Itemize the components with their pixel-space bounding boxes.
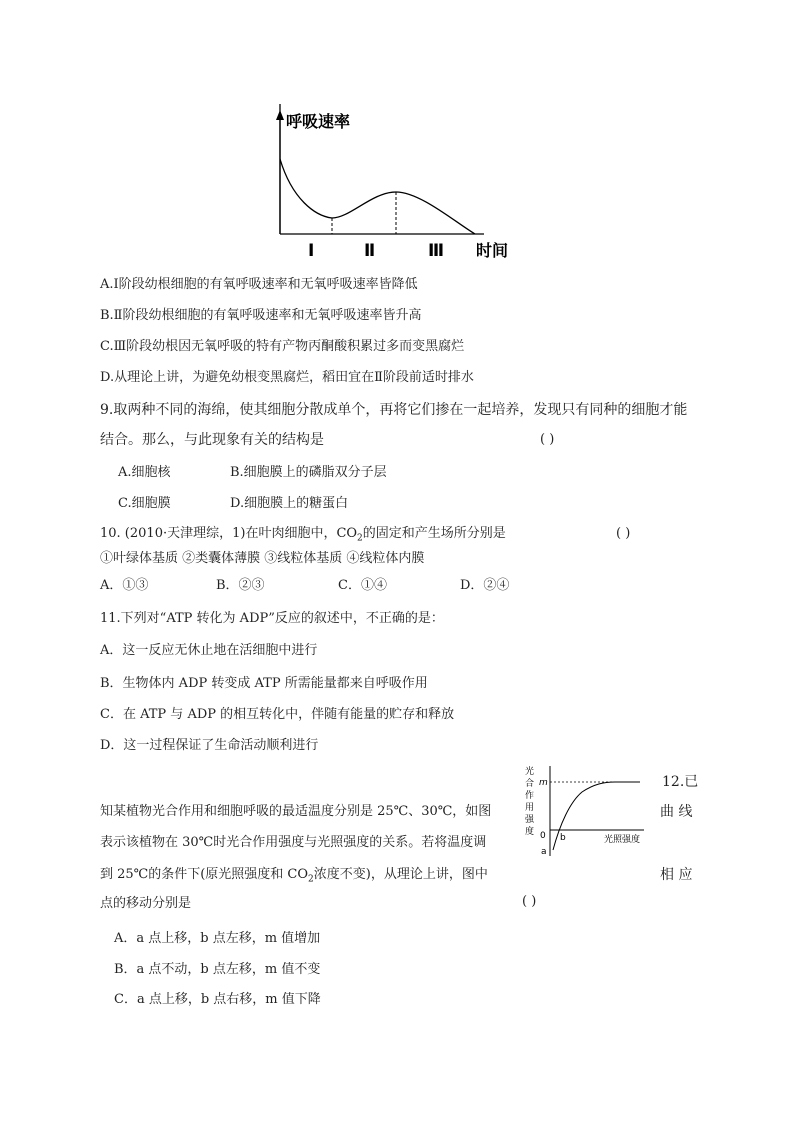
q9-option-a: A.细胞核 (118, 465, 171, 480)
q9-answer-paren: ( ) (540, 432, 555, 447)
q11-option-c: C．在 ATP 与 ADP 的相互转化中，伴随有能量的贮存和释放 (100, 707, 455, 722)
q9-option-b: B.细胞膜上的磷脂双分子层 (230, 465, 387, 480)
q12-line3-pre: 到 25℃的条件下(原光照强度和 CO (100, 867, 309, 882)
q9-stem-line1: 9.取两种不同的海绵，使其细胞分散成单个，再将它们掺在一起培养，发现只有同种的细胞才能 (100, 402, 688, 418)
q12-option-c: C．a 点上移，b 点右移，m 值下降 (114, 992, 321, 1007)
q10-option-c: C．①④ (338, 578, 387, 593)
q12-line3-post: 浓度不变)，从理论上讲，图中 (313, 867, 488, 882)
q10-option-a: A．①③ (100, 578, 149, 593)
q12-number: 12.已 (662, 774, 699, 790)
q8-option-d: D.从理论上讲，为避免幼根变黑腐烂，稻田宜在Ⅱ阶段前适时排水 (100, 370, 474, 385)
p-y-label-2: 合 (525, 779, 535, 789)
q12-line4: 点的移动分别是 (100, 896, 192, 911)
q8-option-a: A.Ⅰ阶段幼根细胞的有氧呼吸速率和无氧呼吸速率皆降低 (100, 277, 418, 292)
photosynthesis-figure (520, 762, 650, 858)
y-axis-arrow (276, 110, 284, 120)
q8-option-c: C.Ⅲ阶段幼根因无氧呼吸的特有产物丙酮酸积累过多而变黑腐烂 (100, 339, 465, 354)
q12-option-b: B．a 点不动，b 点左移，m 值不变 (114, 962, 321, 977)
q12-line2: 表示该植物在 30℃时光合作用强度与光照强度的关系。若将温度调 (100, 835, 487, 850)
q11-option-d: D．这一过程保证了生命活动顺利进行 (100, 738, 319, 753)
q9-stem-line2: 结合。那么，与此现象有关的结构是 (100, 432, 324, 448)
p-y-label-1: 光 (525, 767, 535, 777)
p-m-label: m (539, 778, 548, 788)
respiration-rate-figure (270, 104, 530, 264)
q12-line3 (100, 868, 488, 885)
q10-answer-paren: ( ) (616, 526, 631, 541)
q10-items: ①叶绿体基质 ②类囊体薄膜 ③线粒体基质 ④线粒体内膜 (100, 551, 425, 566)
p-y-label-4: 用 (525, 803, 535, 813)
stage-label-3: Ⅲ (428, 241, 445, 261)
q10-stem-sub: 2 (357, 533, 363, 544)
p-y-label-6: 度 (525, 827, 535, 837)
q12-line3-right: 相 应 (660, 867, 693, 883)
q12-answer-paren: ( ) (522, 894, 537, 909)
q12-line1-right: 曲 线 (660, 804, 693, 820)
p-x-label: 光照强度 (604, 835, 641, 845)
q9-option-c: C.细胞膜 (118, 496, 171, 511)
p-zero-label: 0 (540, 831, 546, 841)
q10-option-d: D．②④ (460, 578, 510, 593)
q10-stem (100, 527, 506, 544)
p-y-label-5: 强 (525, 815, 535, 825)
q10-stem-pre: 10. (2010·天津理综，1)在叶肉细胞中，CO (100, 526, 358, 541)
q11-option-a: A．这一反应无休止地在活细胞中进行 (100, 643, 318, 658)
q9-option-d: D.细胞膜上的糖蛋白 (230, 496, 349, 511)
q8-option-b: B.Ⅱ阶段幼根细胞的有氧呼吸速率和无氧呼吸速率皆升高 (100, 308, 422, 323)
p-b-label: b (560, 833, 566, 843)
q11-stem: 11.下列对“ATP 转化为 ADP”反应的叙述中，不正确的是： (100, 611, 444, 626)
p-y-label-3: 作 (525, 791, 535, 801)
q11-option-b: B．生物体内 ADP 转变成 ATP 所需能量都来自呼吸作用 (100, 676, 428, 691)
stage-label-2: Ⅱ (364, 241, 376, 261)
y-axis-label: 呼吸速率 (286, 112, 351, 131)
q12-line1: 知某植物光合作用和细胞呼吸的最适温度分别是 25℃、30℃，如图 (100, 804, 492, 819)
p-a-label: a (541, 847, 547, 857)
stage-label-1: Ⅰ (308, 241, 315, 261)
respiration-curve (280, 159, 475, 234)
q12-line3-sub: 2 (308, 874, 314, 885)
q12-option-a: A．a 点上移，b 点左移，m 值增加 (114, 931, 321, 946)
q10-stem-post: 的固定和产生场所分别是 (362, 526, 506, 541)
x-axis-label: 时间 (476, 241, 509, 260)
q10-option-b: B．②③ (216, 578, 265, 593)
